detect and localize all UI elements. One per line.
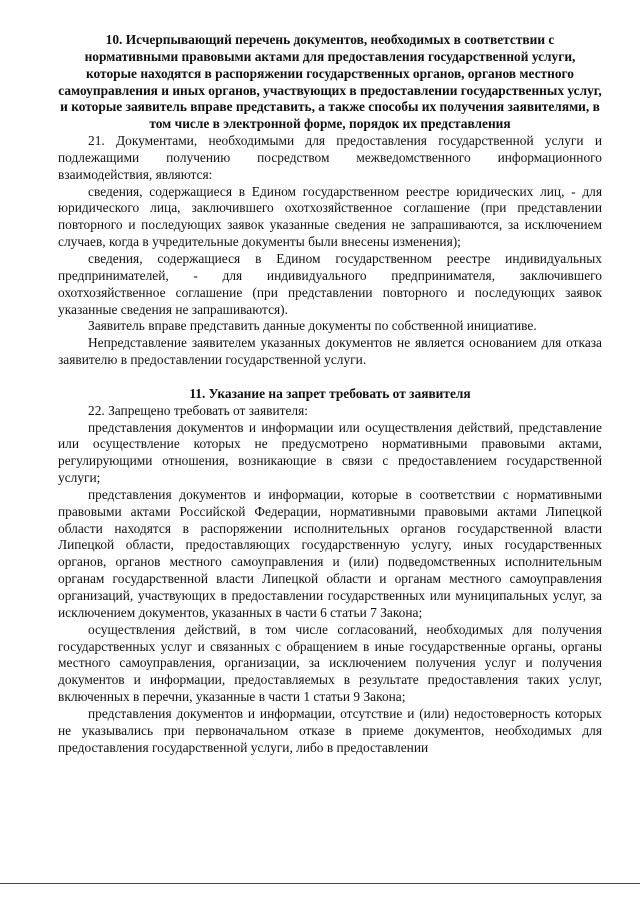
document-body [58, 32, 602, 756]
paragraph: 21. Документами, необходимыми для предоставления государственной услуги и подлежащими получению посредством межведомственного информационного взаимодействия, являются: [58, 133, 602, 182]
paragraph: Непредставление заявителем указанных документов не является основанием для отказа заявителю в предоставлении государственной услуги. [58, 335, 602, 368]
paragraph: сведения, содержащиеся в Едином государственном реестре юридических лиц, - для юридического лица, заключившего охотхозяйственное соглашение (при представлении повторного и последующих заявок указанные сведения не запрашиваются, за исключением случаев, когда в учредительные документы были внесены изменения); [58, 183, 602, 250]
paragraph: представления документов и информации или осуществления действий, представление или осуществление которых не предусмотрено нормативными правовыми актами, регулирующими отношения, возникающие в связи с предоставлением государственной услуги; [58, 419, 602, 486]
paragraph: представления документов и информации, отсутствие и (или) недостоверность которых не указывались при первоначальном отказе в приеме документов, необходимых для предоставления государственной услуги, либо в предоставлении [58, 705, 602, 755]
scan-edge-line [0, 883, 640, 884]
paragraph: Заявитель вправе представить данные документы по собственной инициативе. [88, 318, 537, 334]
section-10-title: 10. Исчерпывающий перечень документов, необходимых в соответствии с нормативными правовыми актами для предоставления государственной услуги, которые находятся в распоряжении государственных органов, органов местного самоуправления и иных органов, участвующих в предоставлении государственных услуг, и которые заявитель вправе представить, а также способы их получения заявителями, в том числе в электронной форме, порядок их представления [58, 32, 602, 132]
paragraph: сведения, содержащиеся в Едином государственном реестре индивидуальных предпринимателей, - для индивидуального предпринимателя, заключившего охотхозяйственное соглашение (при представлении повторного и последующих заявок указанные сведения не запрашиваются). [58, 250, 602, 317]
paragraph: 22. Запрещено требовать от заявителя: [88, 402, 308, 418]
paragraph: осуществления действий, в том числе согласований, необходимых для получения государственных услуг и связанных с обращением в иные государственные органы, органы местного самоуправления, организации, за исключением получения услуг и получения документов и информации, предоставляемых в результате предоставления таких услуг, включенных в перечни, указанные в части 1 статьи 9 Закона; [58, 621, 602, 705]
paragraph: представления документов и информации, которые в соответствии с нормативными правовыми актами Российской Федерации, нормативными правовыми актами Липецкой области находятся в распоряжении исполнительных органов государственной власти Липецкой области, предоставляющих государственную услугу, иных государственных органов, органов местного самоуправления и (или) подведомственных исполнительным органам государственной власти Липецкой области и органам местного самоуправления организаций, участвующих в предоставлении государственных или муниципальных услуг, за исключением документов, указанных в части 6 статьи 7 Закона; [58, 486, 602, 620]
section-11-title: 11. Указание на запрет требовать от заявителя [189, 385, 471, 401]
